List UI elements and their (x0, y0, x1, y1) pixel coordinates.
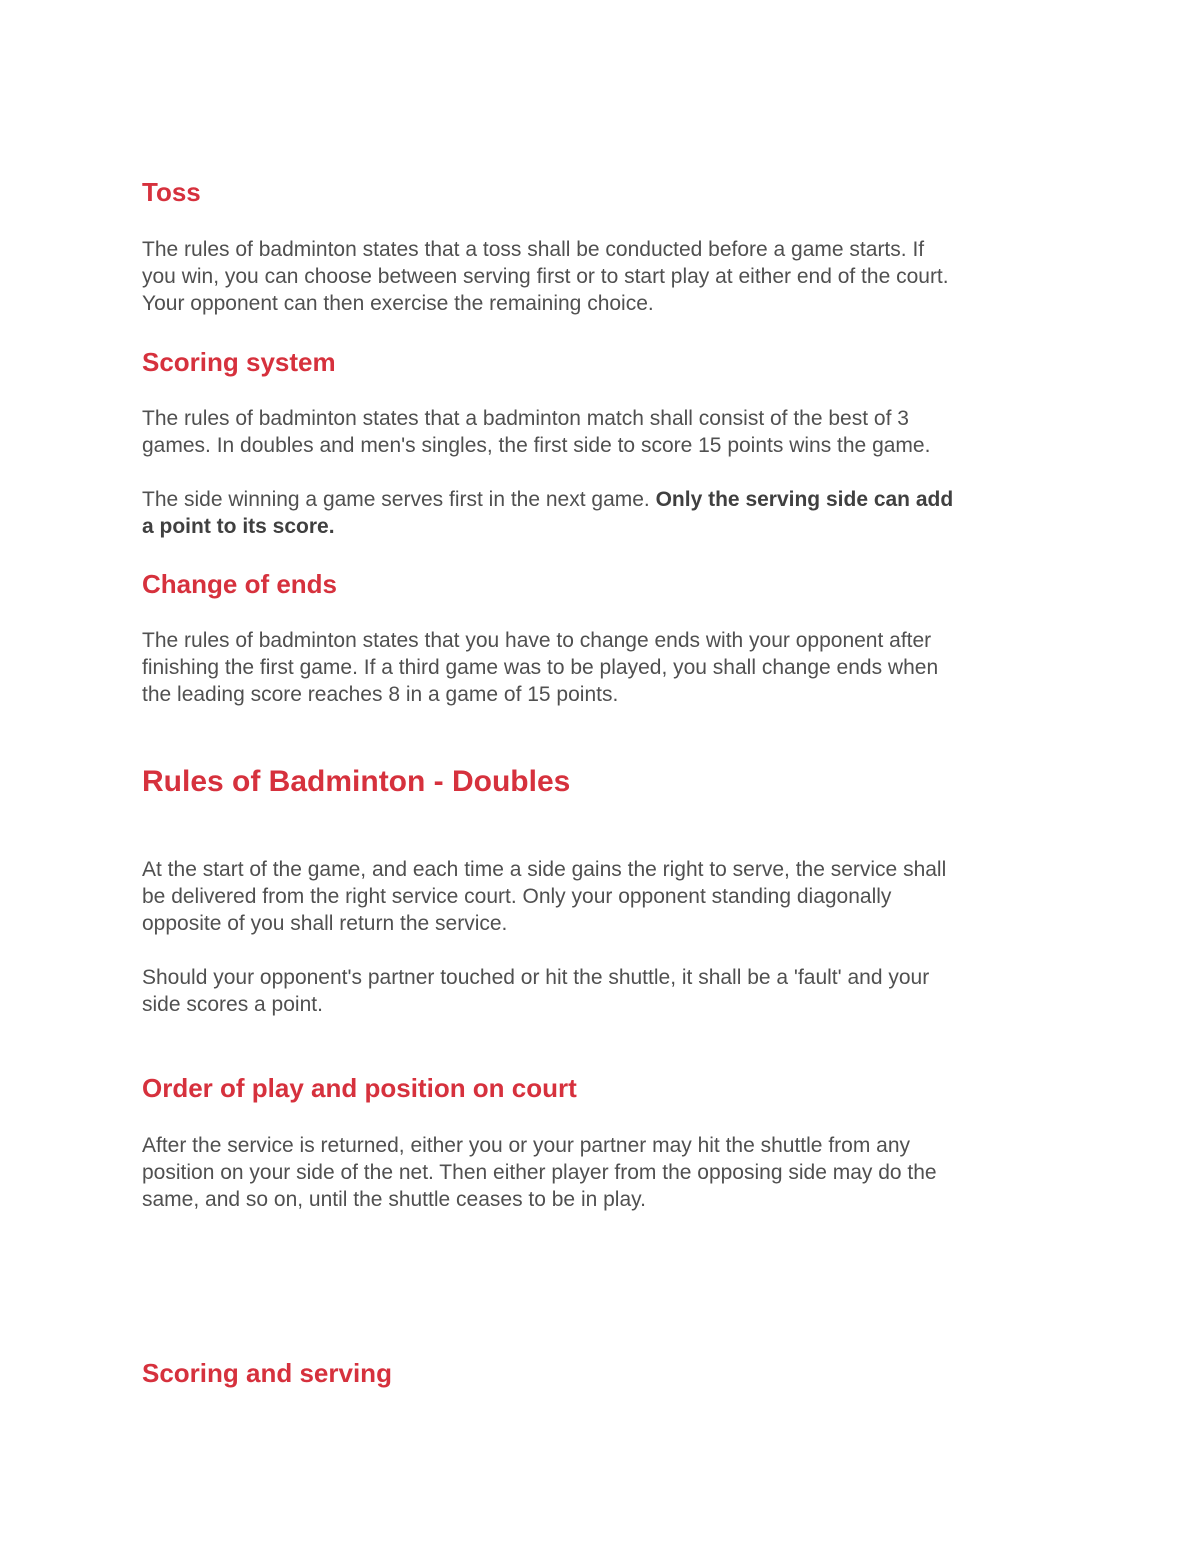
heading-scoring-system: Scoring system (142, 347, 336, 377)
text-line: side scores a point. (142, 993, 323, 1016)
paragraph-scoring-system-1 (142, 405, 1072, 459)
text-line: Should your opponent's partner touched or hit the shuttle, it shall be a 'fault' and your (142, 966, 930, 989)
text-line: same, and so on, until the shuttle ceases to be in play. (142, 1188, 646, 1211)
paragraph-scoring-system-2 (142, 486, 1072, 540)
text-line: The rules of badminton states that you have to change ends with your opponent after (142, 629, 932, 652)
heading-order-of-play: Order of play and position on court (142, 1073, 577, 1103)
paragraph-doubles-1 (142, 856, 1072, 937)
text-line: position on your side of the net. Then either player from the opposing side may do the (142, 1161, 937, 1184)
text-line: finishing the first game. If a third game was to be played, you shall change ends when (142, 656, 939, 679)
heading-change-of-ends: Change of ends (142, 569, 338, 599)
heading-toss: Toss (142, 177, 201, 207)
text-line: the leading score reaches 8 in a game of 15 points. (142, 683, 619, 706)
text-line: opposite of you shall return the service. (142, 912, 508, 935)
text-bold: Only the serving side can add (655, 488, 954, 511)
text-line: you win, you can choose between serving first or to start play at either end of the court. (142, 265, 949, 288)
text-line: Your opponent can then exercise the remaining choice. (142, 292, 654, 315)
heading-doubles: Rules of Badminton - Doubles (142, 765, 571, 798)
text-line: The rules of badminton states that a toss shall be conducted before a game starts. If (142, 238, 925, 261)
text-line: be delivered from the right service court. Only your opponent standing diagonally (142, 885, 892, 908)
heading-scoring-and-serving: Scoring and serving (142, 1358, 392, 1388)
paragraph-doubles-2 (142, 964, 1072, 1018)
text-line (142, 486, 1072, 513)
text-line: At the start of the game, and each time a side gains the right to serve, the service shall (142, 858, 947, 881)
text-bold-line: a point to its score. (142, 515, 335, 538)
text-line: After the service is returned, either you or your partner may hit the shuttle from any (142, 1134, 911, 1157)
paragraph-toss (142, 236, 1072, 317)
text-normal: The side winning a game serves first in the next game. (142, 488, 656, 511)
paragraph-change-of-ends (142, 627, 1072, 708)
paragraph-order-of-play (142, 1132, 1072, 1213)
text-line: games. In doubles and men's singles, the first side to score 15 points wins the game. (142, 434, 931, 457)
text-line: The rules of badminton states that a badminton match shall consist of the best of 3 (142, 407, 909, 430)
